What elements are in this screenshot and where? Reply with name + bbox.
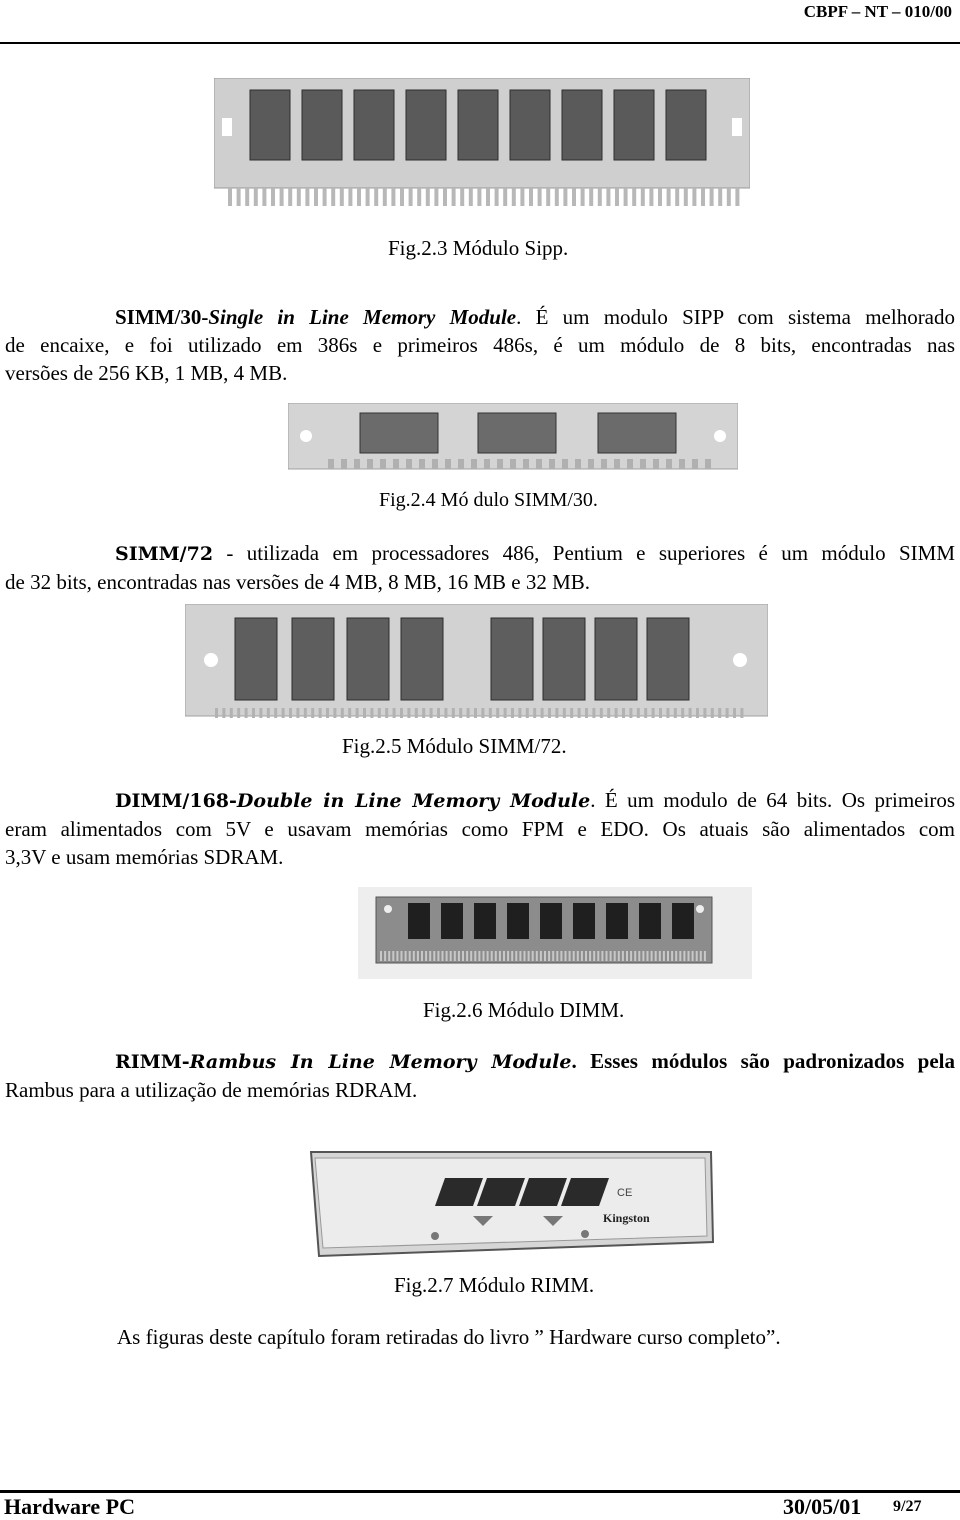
simm72-text-2: de 32 bits, encontradas nas versões de 4 MB, 8 MB, 16 MB e 32 MB. bbox=[5, 570, 591, 594]
figure-caption-simm72: Fig.2.5 Módulo SIMM/72. bbox=[342, 734, 567, 758]
footer-date: 30/05/01 bbox=[783, 1494, 862, 1519]
term-dimm-expansion: Double in Line Memory Module bbox=[236, 790, 591, 812]
simm30-text-3: versões de 256 KB, 1 MB, 4 MB. bbox=[5, 361, 288, 385]
term-dimm: DIMM/168- bbox=[115, 790, 237, 812]
figure-caption-rimm: Fig.2.7 Módulo RIMM. bbox=[394, 1273, 595, 1297]
dimm-module-image bbox=[358, 887, 752, 981]
rimm-module-image bbox=[305, 1150, 719, 1260]
header-rule bbox=[0, 42, 960, 44]
simm30-text-1: . É um modulo SIPP com sistema melhorado bbox=[516, 305, 956, 329]
ce-mark: CE bbox=[617, 1187, 633, 1199]
kingston-logo: Kingston bbox=[603, 1211, 650, 1225]
section-rimm bbox=[5, 1047, 955, 1104]
section-dimm bbox=[5, 786, 955, 871]
sipp-module-image bbox=[214, 78, 750, 206]
simm72-text-1: - utilizada em processadores 486, Pentium e superiores é um módulo SIMM bbox=[213, 541, 955, 565]
term-rimm-expansion: Rambus In Line Memory Module bbox=[189, 1051, 572, 1073]
term-simm30: SIMM/30- bbox=[115, 305, 209, 329]
figure-caption-simm30: Fig.2.4 Mó dulo SIMM/30. bbox=[379, 489, 598, 511]
simm30-text-2: de encaixe, e foi utilizado em 386s e primeiros 486s, é um módulo de 8 bits, encontradas nas bbox=[5, 333, 955, 357]
figure-caption-sipp: Fig.2.3 Módulo Sipp. bbox=[388, 236, 569, 260]
dimm-text-2: eram alimentados com 5V e usavam memórias como FPM e EDO. Os atuais são alimentados com bbox=[5, 817, 955, 841]
page-number: 9/27 bbox=[893, 1498, 922, 1515]
credits-note: As figuras deste capítulo foram retiradas do livro ” Hardware curso completo”. bbox=[117, 1325, 781, 1349]
footer-rule bbox=[0, 1490, 960, 1493]
term-rimm: RIMM- bbox=[115, 1051, 190, 1073]
document-code: CBPF – NT – 010/00 bbox=[803, 2, 952, 21]
rimm-text-1: . Esses módulos são padronizados pela bbox=[571, 1049, 955, 1073]
dimm-text-3: 3,3V e usam memórias SDRAM. bbox=[5, 845, 284, 869]
section-simm30 bbox=[5, 303, 955, 387]
term-simm30-expansion: Single in Line Memory Module bbox=[208, 305, 517, 329]
rimm-text-2: Rambus para a utilização de memórias RDRAM. bbox=[5, 1078, 418, 1102]
term-simm72: SIMM/72 bbox=[115, 543, 214, 565]
section-simm72 bbox=[5, 539, 955, 596]
footer-title: Hardware PC bbox=[4, 1494, 135, 1519]
figure-caption-dimm: Fig.2.6 Módulo DIMM. bbox=[423, 998, 625, 1022]
simm30-module-image bbox=[288, 403, 738, 473]
simm72-module-image bbox=[185, 604, 768, 722]
dimm-text-1: . É um modulo de 64 bits. Os primeiros bbox=[590, 788, 955, 812]
